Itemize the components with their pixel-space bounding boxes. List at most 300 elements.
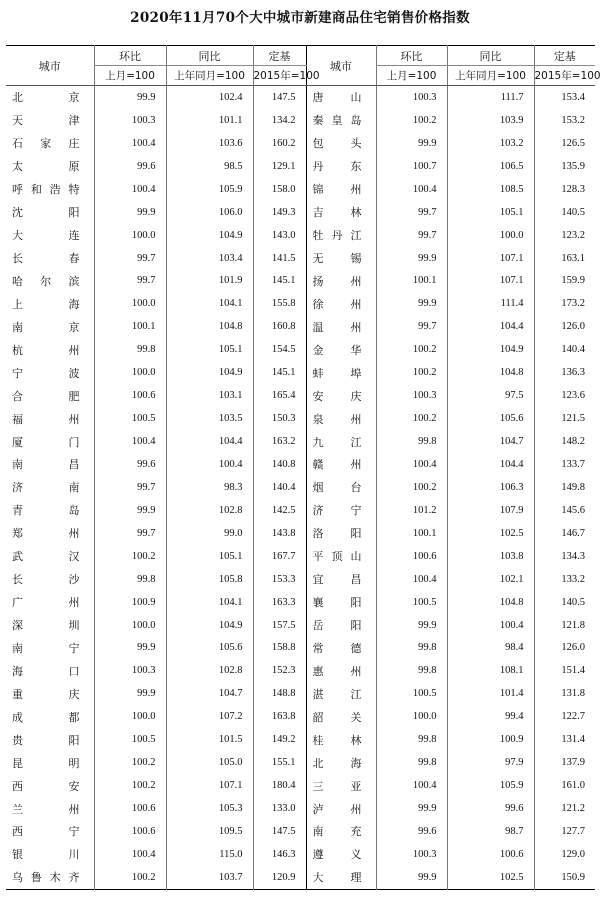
mom-header-left: 环比	[94, 46, 166, 66]
city-name-right: 扬 州	[306, 270, 376, 293]
fixed-value-left: 129.1	[253, 155, 306, 178]
city-name-left: 昆 明	[12, 756, 80, 770]
yoy-value-right: 101.4	[447, 682, 534, 705]
fixed-value-right: 128.3	[534, 178, 595, 201]
mom-value-left: 100.9	[94, 591, 166, 614]
city-name-left: 上 海	[12, 297, 80, 311]
city-name-right: 赣 州	[306, 453, 376, 476]
fixed-value-right: 146.7	[534, 522, 595, 545]
yoy-value-right: 111.7	[447, 86, 534, 109]
yoy-value-right: 103.8	[447, 545, 534, 568]
city-name-right: 丹 东	[306, 155, 376, 178]
table-row	[6, 247, 595, 270]
city-name-right: 大 理	[306, 866, 376, 889]
city-name-right: 北 海	[306, 751, 376, 774]
city-name-left: 深 圳	[12, 619, 80, 633]
fixed-value-right: 159.9	[534, 270, 595, 293]
yoy-value-left: 102.8	[166, 499, 253, 522]
table-row	[6, 843, 595, 866]
table-row	[6, 86, 595, 109]
fixed-value-left: 155.1	[253, 751, 306, 774]
fixed-value-left: 158.8	[253, 637, 306, 660]
fixed-value-right: 129.0	[534, 843, 595, 866]
fixed-value-left: 157.5	[253, 614, 306, 637]
mom-value-right: 100.4	[376, 774, 447, 797]
table-row	[6, 659, 595, 682]
mom-value-left: 99.8	[94, 568, 166, 591]
fixed-value-left: 152.3	[253, 659, 306, 682]
city-name-right: 温 州	[306, 315, 376, 338]
yoy-value-left: 104.9	[166, 224, 253, 247]
mom-value-right: 99.9	[376, 866, 447, 889]
mom-value-left: 100.4	[94, 132, 166, 155]
yoy-value-right: 99.4	[447, 705, 534, 728]
yoy-base-left: 上年同月=100	[166, 66, 253, 86]
mom-value-right: 100.6	[376, 545, 447, 568]
yoy-value-left: 99.0	[166, 522, 253, 545]
city-name-left: 西 安	[12, 779, 80, 793]
yoy-value-right: 104.8	[447, 361, 534, 384]
yoy-value-right: 102.1	[447, 568, 534, 591]
table-row	[6, 820, 595, 843]
mom-value-left: 99.9	[94, 637, 166, 660]
fixed-value-left: 140.4	[253, 476, 306, 499]
fixed-value-right: 122.7	[534, 705, 595, 728]
table-row	[6, 430, 595, 453]
city-name-left: 南 宁	[12, 641, 80, 655]
fixed-value-right: 140.5	[534, 591, 595, 614]
city-name-left: 天 津	[12, 114, 80, 128]
city-name-left: 贵 阳	[12, 733, 80, 747]
mom-value-right: 99.9	[376, 292, 447, 315]
yoy-value-left: 102.8	[166, 659, 253, 682]
mom-value-left: 100.6	[94, 384, 166, 407]
city-name-right: 韶 关	[306, 705, 376, 728]
table-row	[6, 568, 595, 591]
mom-value-left: 99.7	[94, 270, 166, 293]
fixed-value-left: 134.2	[253, 109, 306, 132]
yoy-value-left: 104.4	[166, 430, 253, 453]
fixed-value-left: 143.0	[253, 224, 306, 247]
mom-base-right: 上月=100	[376, 66, 447, 86]
mom-value-right: 100.1	[376, 270, 447, 293]
city-name-right: 惠 州	[306, 659, 376, 682]
yoy-value-right: 102.5	[447, 866, 534, 889]
mom-value-left: 100.1	[94, 315, 166, 338]
yoy-value-left: 105.6	[166, 637, 253, 660]
table-row	[6, 292, 595, 315]
yoy-value-left: 105.8	[166, 568, 253, 591]
mom-value-left: 100.4	[94, 178, 166, 201]
table-row	[6, 224, 595, 247]
city-name-left: 重 庆	[12, 687, 80, 701]
yoy-value-right: 103.2	[447, 132, 534, 155]
yoy-value-right: 105.9	[447, 774, 534, 797]
mom-value-left: 99.9	[94, 499, 166, 522]
fixed-value-left: 153.3	[253, 568, 306, 591]
city-name-left: 长 沙	[12, 573, 80, 587]
page-title: 2020年11月70个大中城市新建商品住宅销售价格指数	[130, 10, 470, 26]
table-row	[6, 407, 595, 430]
city-name-right: 吉 林	[306, 201, 376, 224]
mom-value-left: 99.8	[94, 338, 166, 361]
yoy-value-right: 108.5	[447, 178, 534, 201]
table-row	[6, 132, 595, 155]
fixed-value-left: 149.2	[253, 728, 306, 751]
yoy-value-right: 98.7	[447, 820, 534, 843]
table-row	[6, 109, 595, 132]
yoy-value-left: 101.9	[166, 270, 253, 293]
fixed-value-right: 135.9	[534, 155, 595, 178]
yoy-value-right: 104.7	[447, 430, 534, 453]
city-name-right: 无 锡	[306, 247, 376, 270]
mom-value-left: 99.9	[94, 682, 166, 705]
yoy-value-right: 105.1	[447, 201, 534, 224]
city-name-right: 遵 义	[306, 843, 376, 866]
city-name-right: 唐 山	[306, 86, 376, 109]
mom-value-left: 100.0	[94, 361, 166, 384]
fixed-value-right: 151.4	[534, 659, 595, 682]
city-name-right: 包 头	[306, 132, 376, 155]
city-name-left: 北 京	[12, 91, 80, 105]
fixed-value-left: 149.3	[253, 201, 306, 224]
yoy-value-right: 106.5	[447, 155, 534, 178]
city-name-left: 合 肥	[12, 389, 80, 403]
city-name-left: 厦 门	[12, 435, 80, 449]
city-header-right: 城市	[306, 46, 376, 86]
mom-header-right: 环比	[376, 46, 447, 66]
fixed-value-left: 145.1	[253, 361, 306, 384]
mom-value-right: 99.9	[376, 797, 447, 820]
fixed-value-left: 142.5	[253, 499, 306, 522]
table-row	[6, 545, 595, 568]
mom-value-left: 99.9	[94, 86, 166, 109]
yoy-value-left: 105.0	[166, 751, 253, 774]
mom-value-left: 99.7	[94, 247, 166, 270]
mom-value-right: 101.2	[376, 499, 447, 522]
yoy-value-left: 103.6	[166, 132, 253, 155]
city-name-left: 乌鲁木齐	[12, 871, 80, 885]
mom-value-right: 99.8	[376, 430, 447, 453]
mom-value-right: 99.6	[376, 820, 447, 843]
mom-value-right: 99.8	[376, 728, 447, 751]
mom-value-left: 100.2	[94, 774, 166, 797]
yoy-value-left: 107.1	[166, 774, 253, 797]
mom-value-right: 100.3	[376, 843, 447, 866]
mom-value-right: 99.8	[376, 659, 447, 682]
fixed-value-left: 163.3	[253, 591, 306, 614]
city-name-right: 泸 州	[306, 797, 376, 820]
fixed-value-right: 140.5	[534, 201, 595, 224]
yoy-value-left: 105.1	[166, 545, 253, 568]
yoy-value-right: 100.9	[447, 728, 534, 751]
table-row	[6, 384, 595, 407]
yoy-value-left: 103.4	[166, 247, 253, 270]
fixed-value-right: 153.4	[534, 86, 595, 109]
mom-value-right: 99.7	[376, 224, 447, 247]
yoy-value-right: 107.1	[447, 247, 534, 270]
yoy-value-left: 103.1	[166, 384, 253, 407]
mom-value-left: 99.7	[94, 476, 166, 499]
yoy-value-right: 102.5	[447, 522, 534, 545]
yoy-header-right: 同比	[447, 46, 534, 66]
yoy-value-right: 100.4	[447, 614, 534, 637]
fixed-value-left: 145.1	[253, 270, 306, 293]
table-row	[6, 270, 595, 293]
fixed-value-right: 131.4	[534, 728, 595, 751]
fixed-value-left: 148.8	[253, 682, 306, 705]
yoy-value-left: 104.1	[166, 292, 253, 315]
city-name-left: 银 川	[12, 848, 80, 862]
mom-value-left: 100.4	[94, 843, 166, 866]
city-name-left: 武 汉	[12, 550, 80, 564]
mom-value-left: 99.6	[94, 453, 166, 476]
fixed-value-left: 160.2	[253, 132, 306, 155]
yoy-header-left: 同比	[166, 46, 253, 66]
table-row	[6, 705, 595, 728]
city-name-right: 秦皇岛	[306, 109, 376, 132]
yoy-value-left: 103.5	[166, 407, 253, 430]
city-name-left: 西 宁	[12, 825, 80, 839]
city-name-right: 烟 台	[306, 476, 376, 499]
table-row	[6, 361, 595, 384]
fixed-header-right: 定基	[534, 46, 595, 66]
table-row	[6, 499, 595, 522]
city-name-left: 哈尔滨	[12, 274, 80, 288]
table-row	[6, 315, 595, 338]
mom-value-left: 100.2	[94, 866, 166, 889]
yoy-value-left: 107.2	[166, 705, 253, 728]
fixed-value-right: 149.8	[534, 476, 595, 499]
yoy-value-right: 104.8	[447, 591, 534, 614]
city-name-left: 成 都	[12, 710, 80, 724]
fixed-value-left: 120.9	[253, 866, 306, 889]
fixed-value-right: 133.2	[534, 568, 595, 591]
fixed-value-right: 173.2	[534, 292, 595, 315]
city-name-left: 大 连	[12, 229, 80, 243]
yoy-value-left: 104.8	[166, 315, 253, 338]
mom-value-left: 100.3	[94, 659, 166, 682]
mom-value-right: 99.7	[376, 201, 447, 224]
yoy-value-right: 105.6	[447, 407, 534, 430]
fixed-value-right: 150.9	[534, 866, 595, 889]
yoy-value-right: 100.0	[447, 224, 534, 247]
yoy-value-left: 105.3	[166, 797, 253, 820]
city-name-right: 金 华	[306, 338, 376, 361]
fixed-value-left: 140.8	[253, 453, 306, 476]
yoy-value-right: 104.9	[447, 338, 534, 361]
table-row	[6, 866, 595, 889]
mom-value-right: 100.2	[376, 476, 447, 499]
yoy-value-left: 101.5	[166, 728, 253, 751]
yoy-value-left: 101.1	[166, 109, 253, 132]
fixed-value-right: 134.3	[534, 545, 595, 568]
price-index-table	[6, 45, 601, 890]
city-name-left: 广 州	[12, 596, 80, 610]
mom-value-right: 100.5	[376, 682, 447, 705]
city-name-left: 石家庄	[12, 137, 80, 151]
yoy-value-left: 109.5	[166, 820, 253, 843]
table-row	[6, 453, 595, 476]
city-name-right: 徐 州	[306, 292, 376, 315]
fixed-value-right: 121.2	[534, 797, 595, 820]
yoy-value-left: 115.0	[166, 843, 253, 866]
table-row	[6, 155, 595, 178]
mom-value-right: 100.7	[376, 155, 447, 178]
table-row	[6, 728, 595, 751]
mom-value-left: 100.6	[94, 820, 166, 843]
yoy-value-left: 100.4	[166, 453, 253, 476]
fixed-value-right: 140.4	[534, 338, 595, 361]
city-name-left: 青 岛	[12, 504, 80, 518]
yoy-value-right: 104.4	[447, 453, 534, 476]
mom-value-right: 99.9	[376, 247, 447, 270]
table-row	[6, 338, 595, 361]
city-name-right: 宜 昌	[306, 568, 376, 591]
yoy-value-left: 104.9	[166, 614, 253, 637]
mom-value-right: 99.9	[376, 132, 447, 155]
fixed-value-left: 163.2	[253, 430, 306, 453]
mom-value-right: 100.2	[376, 361, 447, 384]
city-name-right: 桂 林	[306, 728, 376, 751]
fixed-value-left: 180.4	[253, 774, 306, 797]
fixed-base-right: 2015年=100	[534, 66, 595, 86]
mom-value-right: 99.8	[376, 751, 447, 774]
fixed-value-right: 127.7	[534, 820, 595, 843]
yoy-value-left: 104.1	[166, 591, 253, 614]
city-name-right: 平顶山	[306, 545, 376, 568]
mom-value-right: 99.9	[376, 614, 447, 637]
mom-value-right: 100.2	[376, 407, 447, 430]
mom-value-left: 100.5	[94, 407, 166, 430]
yoy-value-left: 102.4	[166, 86, 253, 109]
fixed-value-left: 160.8	[253, 315, 306, 338]
mom-value-left: 99.9	[94, 201, 166, 224]
city-name-right: 三 亚	[306, 774, 376, 797]
mom-value-left: 100.6	[94, 797, 166, 820]
city-name-right: 湛 江	[306, 682, 376, 705]
city-name-right: 锦 州	[306, 178, 376, 201]
mom-value-left: 100.0	[94, 614, 166, 637]
mom-base-left: 上月=100	[94, 66, 166, 86]
fixed-value-left: 150.3	[253, 407, 306, 430]
mom-value-left: 100.3	[94, 109, 166, 132]
fixed-value-right: 126.0	[534, 315, 595, 338]
yoy-value-right: 100.6	[447, 843, 534, 866]
mom-value-right: 100.1	[376, 522, 447, 545]
yoy-value-left: 106.0	[166, 201, 253, 224]
city-header-left: 城市	[6, 46, 94, 86]
city-name-left: 太 原	[12, 160, 80, 174]
mom-value-left: 100.0	[94, 705, 166, 728]
mom-value-left: 100.0	[94, 292, 166, 315]
city-name-left: 杭 州	[12, 343, 80, 357]
yoy-value-right: 97.9	[447, 751, 534, 774]
fixed-value-left: 141.5	[253, 247, 306, 270]
table-row	[6, 201, 595, 224]
yoy-value-left: 98.3	[166, 476, 253, 499]
yoy-value-right: 107.1	[447, 270, 534, 293]
yoy-value-right: 107.9	[447, 499, 534, 522]
yoy-value-left: 103.7	[166, 866, 253, 889]
city-name-right: 九 江	[306, 430, 376, 453]
table-row	[6, 774, 595, 797]
fixed-value-left: 133.0	[253, 797, 306, 820]
table-row	[6, 797, 595, 820]
yoy-value-right: 103.9	[447, 109, 534, 132]
fixed-value-right: 153.2	[534, 109, 595, 132]
mom-value-right: 100.4	[376, 568, 447, 591]
city-name-left: 沈 阳	[12, 206, 80, 220]
city-name-right: 洛 阳	[306, 522, 376, 545]
mom-value-right: 100.5	[376, 591, 447, 614]
fixed-header-left: 定基	[253, 46, 306, 66]
fixed-value-left: 167.7	[253, 545, 306, 568]
mom-value-left: 100.2	[94, 545, 166, 568]
fixed-value-left: 165.4	[253, 384, 306, 407]
yoy-value-right: 111.4	[447, 292, 534, 315]
mom-value-right: 99.8	[376, 637, 447, 660]
yoy-value-right: 106.3	[447, 476, 534, 499]
city-name-right: 常 德	[306, 637, 376, 660]
mom-value-right: 99.7	[376, 315, 447, 338]
yoy-value-left: 105.1	[166, 338, 253, 361]
mom-value-right: 100.3	[376, 384, 447, 407]
fixed-value-right: 161.0	[534, 774, 595, 797]
fixed-value-right: 123.2	[534, 224, 595, 247]
mom-value-right: 100.4	[376, 178, 447, 201]
mom-value-left: 99.7	[94, 522, 166, 545]
city-name-left: 宁 波	[12, 366, 80, 380]
yoy-value-right: 98.4	[447, 637, 534, 660]
yoy-value-left: 104.9	[166, 361, 253, 384]
yoy-value-left: 98.5	[166, 155, 253, 178]
fixed-value-left: 155.8	[253, 292, 306, 315]
city-name-left: 呼和浩特	[12, 183, 80, 197]
yoy-value-left: 104.7	[166, 682, 253, 705]
mom-value-left: 100.2	[94, 751, 166, 774]
table-row	[6, 178, 595, 201]
fixed-value-left: 158.0	[253, 178, 306, 201]
city-name-left: 济 南	[12, 481, 80, 495]
fixed-value-right: 121.8	[534, 614, 595, 637]
yoy-value-right: 99.6	[447, 797, 534, 820]
mom-value-left: 99.6	[94, 155, 166, 178]
table-row	[6, 637, 595, 660]
city-name-right: 济 宁	[306, 499, 376, 522]
city-name-left: 福 州	[12, 412, 80, 426]
table-row	[6, 591, 595, 614]
table-row	[6, 476, 595, 499]
city-name-right: 襄 阳	[306, 591, 376, 614]
mom-value-right: 100.2	[376, 109, 447, 132]
fixed-value-right: 131.8	[534, 682, 595, 705]
table-row	[6, 522, 595, 545]
fixed-value-left: 147.5	[253, 820, 306, 843]
fixed-value-right: 136.3	[534, 361, 595, 384]
city-name-right: 安 庆	[306, 384, 376, 407]
fixed-value-left: 154.5	[253, 338, 306, 361]
table-row	[6, 682, 595, 705]
fixed-value-left: 146.3	[253, 843, 306, 866]
city-name-left: 长 春	[12, 252, 80, 266]
table-body	[6, 86, 595, 890]
city-name-right: 泉 州	[306, 407, 376, 430]
mom-value-right: 100.4	[376, 453, 447, 476]
fixed-base-left: 2015年=100	[253, 66, 306, 86]
fixed-value-right: 123.6	[534, 384, 595, 407]
yoy-base-right: 上年同月=100	[447, 66, 534, 86]
